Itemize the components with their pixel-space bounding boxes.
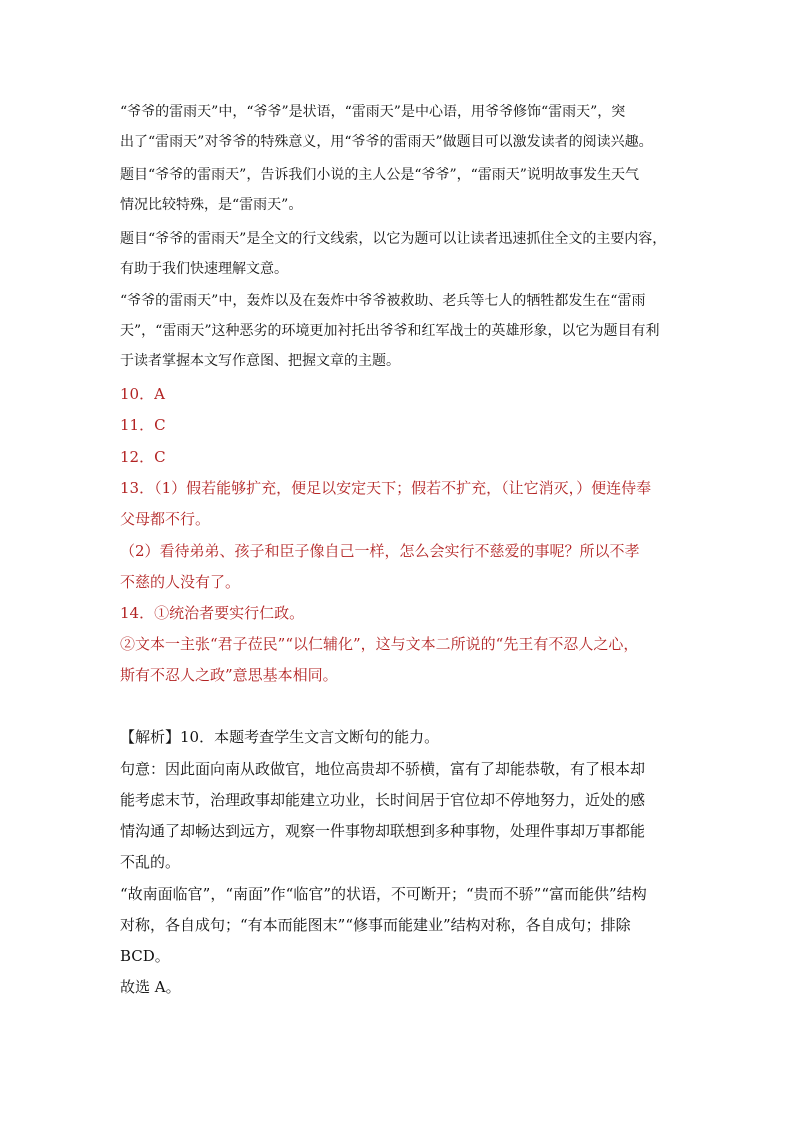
analysis-meaning-line: 情沟通了却畅达到远方，观察一件事物却联想到多种事物，处理件事却万事都能 [120,822,646,840]
answer-13-part1-line: 父母都不行。 [120,510,211,528]
answer-12: 12．C [120,448,166,466]
analysis-meaning-line: 句意：因此面向南从政做官，地位高贵却不骄横，富有了却能恭敬，有了根本却 [120,760,646,778]
text-line: 情况比较特殊，是“雷雨天”。 [120,197,303,213]
analysis-explain-line: “故南面临官”，“南面”作“临官”的状语，不可断开；“贵而不骄”“富而能供”结构 [120,885,647,903]
text-line: “爷爷的雷雨天”中，轰炸以及在轰炸中爷爷被救助、老兵等七人的牺牲都发生在“雷雨 [120,293,646,309]
text-line: 有助于我们快速理解文意。 [120,261,288,277]
answer-13-part2-line: （2）看待弟弟、孩子和臣子像自己一样，怎么会实行不慈爱的事呢？所以不孝 [120,542,640,560]
text-line: “爷爷的雷雨天”中，“爷爷”是状语，“雷雨天”是中心语，用爷爷修饰“雷雨天”，突 [120,104,626,120]
text-line: 题目“爷爷的雷雨天”是全文的行文线索，以它为题可以让读者迅速抓住全文的主要内容， [120,231,667,247]
analysis-meaning-line: 能考虑末节，治理政事却能建立功业，长时间居于官位却不停地努力，近处的感 [120,791,646,809]
answer-13-part2-line: 不慈的人没有了。 [120,573,241,591]
answer-14-part1: 14．①统治者要实行仁政。 [120,604,305,622]
analysis-meaning-line: 不乱的。 [120,853,181,871]
answer-13-part1-line: 13．（1）假若能够扩充，便足以安定天下；假若不扩充，（让它消灭，）便连侍奉 [120,479,652,497]
text-line: 题目“爷爷的雷雨天”，告诉我们小说的主人公是“爷爷”，“雷雨天”说明故事发生天气 [120,167,639,183]
answer-10: 10．A [120,385,165,403]
analysis-conclusion: 故选 A。 [120,978,181,996]
answer-11: 11．C [120,416,166,434]
text-line: 于读者掌握本文写作意图、把握文章的主题。 [120,353,400,369]
text-line: 天”，“雷雨天”这种恶劣的环境更加衬托出爷爷和红军战士的英雄形象，以它为题目有利 [120,323,660,339]
text-line: 出了“雷雨天”对爷爷的特殊意义，用“爷爷的雷雨天”做题目可以激发读者的阅读兴趣。 [120,134,653,150]
analysis-explain-line: 对称，各自成句；“有本而能图末”“修事而能建业”结构对称，各自成句；排除 [120,916,631,934]
analysis-explain-line: BCD。 [120,947,170,965]
answer-14-part2-line: ②文本一主张“君子莅民”“以仁辅化”，这与文本二所说的“先王有不忍人之心， [120,635,639,653]
analysis-header: 【解析】10．本题考查学生文言文断句的能力。 [120,728,440,746]
answer-14-part2-line: 斯有不忍人之政”意思基本相同。 [120,666,338,684]
